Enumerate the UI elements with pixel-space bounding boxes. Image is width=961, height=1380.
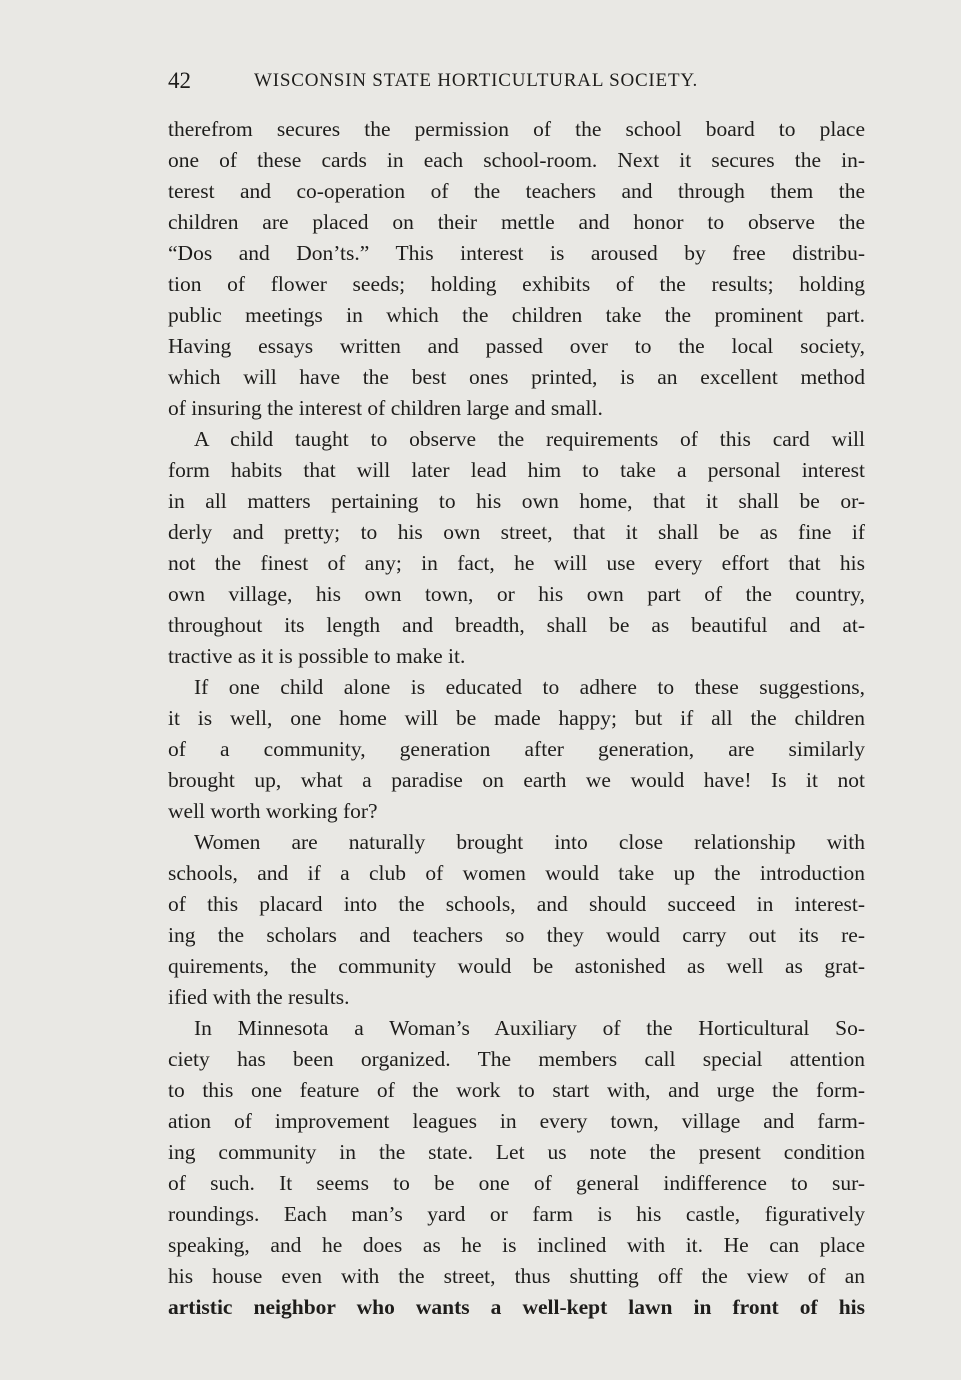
text-line: in all matters pertaining to his own home, that it shall be or-	[168, 489, 865, 513]
text-line: tion of flower seeds; holding exhibits of the results; holding	[168, 272, 865, 296]
page-number: 42	[168, 68, 191, 93]
text-line: ified with the results.	[168, 985, 350, 1009]
text-line: ation of improvement leagues in every town, village and farm-	[168, 1109, 865, 1133]
text-line: of such. It seems to be one of general indifference to sur-	[168, 1171, 865, 1195]
text-line: Having essays written and passed over to the local society,	[168, 334, 865, 358]
paragraph-start-line: If one child alone is educated to adhere to these suggestions,	[194, 675, 865, 699]
paragraph-start-line: Women are naturally brought into close relationship with	[194, 830, 865, 854]
text-line: of insuring the interest of children large and small.	[168, 396, 603, 420]
text-line: derly and pretty; to his own street, that it shall be as fine if	[168, 520, 865, 544]
body-text	[168, 114, 865, 1323]
text-line: speaking, and he does as he is inclined with it. He can place	[168, 1233, 865, 1257]
paragraph-start-line: In Minnesota a Woman’s Auxiliary of the Horticultural So-	[194, 1016, 865, 1040]
text-line: ciety has been organized. The members call special attention	[168, 1047, 865, 1071]
text-line: brought up, what a paradise on earth we would have! Is it not	[168, 768, 865, 792]
text-line: which will have the best ones printed, is an excellent method	[168, 365, 865, 389]
text-line: well worth working for?	[168, 799, 378, 823]
text-line: “Dos and Don’ts.” This interest is aroused by free distribu-	[168, 241, 865, 265]
text-line: schools, and if a club of women would take up the introduction	[168, 861, 865, 885]
text-line: ing community in the state. Let us note the present condition	[168, 1140, 865, 1164]
text-line: not the finest of any; in fact, he will use every effort that his	[168, 551, 865, 575]
text-line: it is well, one home will be made happy; but if all the children	[168, 706, 865, 730]
text-line: to this one feature of the work to start with, and urge the form-	[168, 1078, 865, 1102]
text-line: public meetings in which the children take the prominent part.	[168, 303, 865, 327]
text-line: his house even with the street, thus shutting off the view of an	[168, 1264, 865, 1288]
text-line: of this placard into the schools, and should succeed in interest-	[168, 892, 865, 916]
text-line: of a community, generation after generation, are similarly	[168, 737, 865, 761]
text-line: roundings. Each man’s yard or farm is his castle, figuratively	[168, 1202, 865, 1226]
text-line: throughout its length and breadth, shall be as beautiful and at-	[168, 613, 865, 637]
text-line: ing the scholars and teachers so they would carry out its re-	[168, 923, 865, 947]
text-line: terest and co-operation of the teachers and through them the	[168, 179, 865, 203]
text-line: form habits that will later lead him to take a personal interest	[168, 458, 865, 482]
running-head: WISCONSIN STATE HORTICULTURAL SOCIETY.	[254, 70, 698, 91]
text-line: therefrom secures the permission of the school board to place	[168, 117, 865, 141]
text-line: own village, his own town, or his own part of the country,	[168, 582, 865, 606]
text-line: children are placed on their mettle and honor to observe the	[168, 210, 865, 234]
text-line: quirements, the community would be astonished as well as grat-	[168, 954, 865, 978]
text-line: artistic neighbor who wants a well-kept lawn in front of his	[168, 1295, 865, 1319]
paragraph-start-line: A child taught to observe the requirements of this card will	[194, 427, 865, 451]
text-line: one of these cards in each school-room. Next it secures the in-	[168, 148, 865, 172]
text-line: tractive as it is possible to make it.	[168, 644, 466, 668]
page-header	[168, 64, 868, 98]
